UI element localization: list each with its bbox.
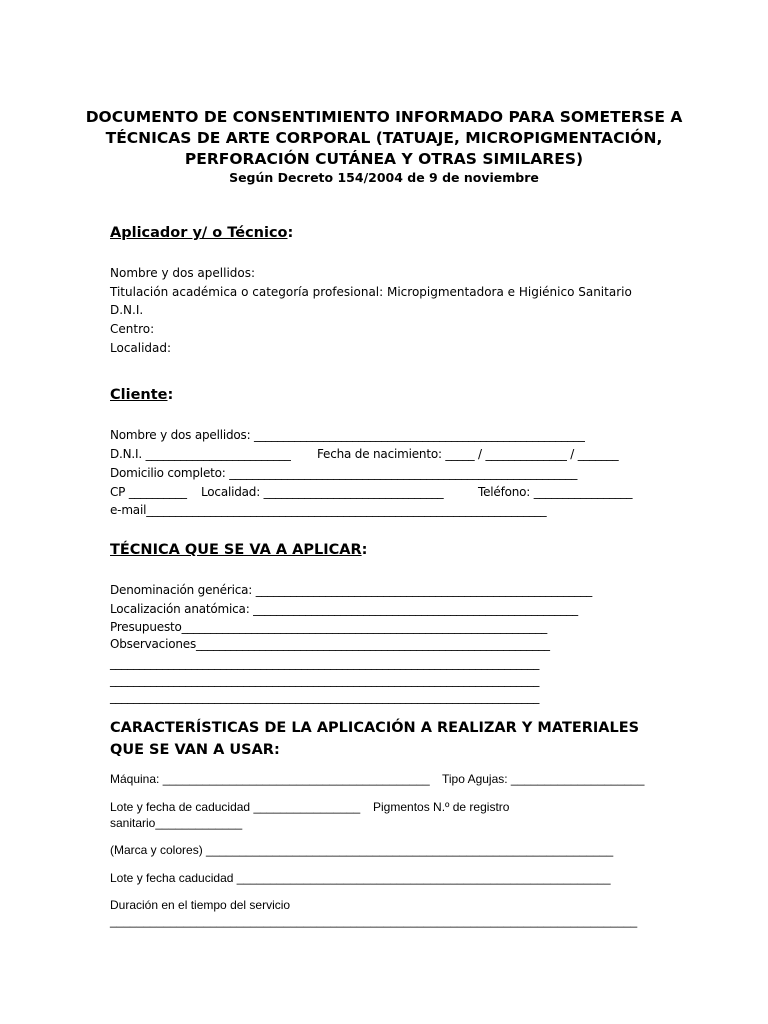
lote-caducidad-field[interactable]: Lote y fecha de caducidad ________________ [110,800,361,814]
tecnica-presupuesto-field[interactable]: Presupuesto_______________________________________________________________ [110,620,548,634]
aplicador-titulacion-label: Titulación académica o categoría profesional: Micropigmentadora e Higiénico Sanitario [110,285,632,299]
aplicador-nombre-label: Nombre y dos apellidos: [110,266,256,280]
cliente-localidad-field[interactable]: Localidad: _______________________________ [201,485,444,499]
aplicador-heading [110,225,293,241]
cliente-heading-text: Cliente [110,387,168,403]
tipo-agujas-field[interactable]: Tipo Agujas: ____________________ [442,772,645,786]
duracion-servicio-field[interactable]: _______________________________________________________________________________ [110,914,638,928]
aplicador-dni-label: D.N.I. [110,303,144,317]
maquina-field[interactable]: Máquina: ________________________________________ [110,772,430,786]
cliente-nombre-field[interactable]: Nombre y dos apellidos: _________________________________________________________ [110,428,585,442]
marca-colores-field[interactable]: (Marca y colores) _____________________________________________________________ [110,843,614,857]
cliente-telefono-field[interactable]: Teléfono: _________________ [478,485,633,499]
registro-sanitario-field[interactable]: sanitario_____________ [110,816,243,830]
tecnica-heading-text: TÉCNICA QUE SE VA A APLICAR [110,542,362,558]
cliente-nacimiento-field[interactable]: Fecha de nacimiento: _____ / ______________ / _______ [317,447,619,461]
aplicador-localidad-label: Localidad: [110,341,172,355]
lote-caducidad-2-field[interactable]: Lote y fecha caducidad ________________________________________________________ [110,871,611,885]
tecnica-blank-line-3[interactable]: __________________________________________________________________________ [110,690,540,704]
tecnica-heading [110,542,367,558]
cliente-heading [110,387,173,403]
cliente-email-field[interactable]: e-mail_____________________________________________________________________ [110,503,547,517]
cliente-cp-field[interactable]: CP __________ [110,485,187,499]
duracion-servicio-label: Duración en el tiempo del servicio [110,898,291,912]
tecnica-blank-line-2[interactable]: __________________________________________________________________________ [110,673,540,687]
tecnica-localizacion-field[interactable]: Localización anatómica: ________________________________________________________ [110,602,578,616]
cliente-heading-colon: : [167,387,174,403]
aplicador-heading-colon: : [287,225,294,241]
document-subtitle: Según Decreto 154/2004 de 9 de noviembre [229,170,539,185]
pigmentos-registro-label: Pigmentos N.º de registro [373,800,510,814]
cliente-dni-field[interactable]: D.N.I. _________________________ [110,447,291,461]
aplicador-heading-text: Aplicador y/ o Técnico [110,225,288,241]
tecnica-observaciones-field[interactable]: Observaciones_____________________________________________________________ [110,637,550,651]
tecnica-blank-line-1[interactable]: __________________________________________________________________________ [110,656,540,670]
cliente-domicilio-field[interactable]: Domicilio completo: ____________________________________________________________ [110,466,578,480]
aplicador-centro-label: Centro: [110,322,155,336]
tecnica-denominacion-field[interactable]: Denominación genérica: __________________________________________________________ [110,583,593,597]
document-title: DOCUMENTO DE CONSENTIMIENTO INFORMADO PARA SOMETERSE A TÉCNICAS DE ARTE CORPORAL (TATUAJE, MICROPIGMENTACIÓN, PERFORACIÓN CUTÁNEA Y OTRAS SIMILARES) [85,108,683,168]
tecnica-heading-colon: : [361,542,368,558]
caracteristicas-heading: CARACTERÍSTICAS DE LA APLICACIÓN A REALIZAR Y MATERIALES QUE SE VAN A USAR: [110,720,640,758]
